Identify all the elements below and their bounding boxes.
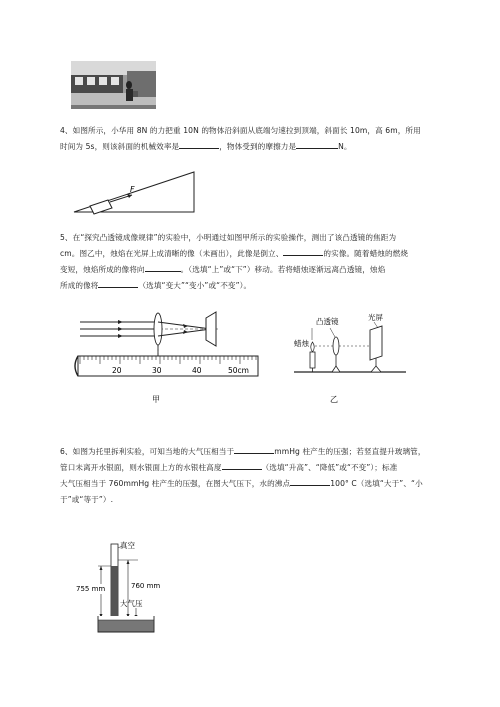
q4-line1: 4、如图所示，小华用 8N 的力把重 10N 的物体沿斜面从底端匀速拉到顶端，斜面长 10m，高 6m，所用 [60,126,421,135]
q6-boiling-blank[interactable] [290,476,330,486]
q5-direction-blank[interactable] [145,262,181,272]
q4-efficiency-blank[interactable] [179,139,219,149]
train-station-photo [71,61,156,109]
height-755-label: 755 mm [76,585,106,593]
height-760-label: 760 mm [131,582,161,590]
ruler-tick-20: 20 [112,366,122,375]
q6-height-blank[interactable] [222,460,262,470]
torricelli-figure [76,538,186,638]
candle-label: 蜡烛 [294,339,309,348]
q6-line2-a: 管口未离开水银面，则水银面上方的水银柱高度 [60,463,222,472]
ruler-tick-40: 40 [192,366,202,375]
q6-pressure-blank[interactable] [234,444,274,454]
q6-line1-b: mmHg 柱产生的压强；若竖直提升玻璃管， [274,447,426,456]
q5-line1: 5、在“探究凸透镜成像规律”的实验中，小明通过如图甲所示的实验操作，测出了该凸透镜的焦距为 [60,233,397,242]
q5-image-type-blank[interactable] [283,246,323,256]
figure-caption-jia: 甲 [152,395,160,404]
lens-focal-figure [68,306,268,406]
ruler-tick-30: 30 [152,366,162,375]
q6-line4: 于”或“等于”）. [60,495,114,504]
convex-lens-label: 凸透镜 [316,317,339,326]
q5-line4-b: （选填“变大”“变小”或“不变”）。 [138,281,252,290]
q6-line3-a: 大气压相当于 760mmHg 柱产生的压强，在图大气压下，水的沸点 [60,479,291,488]
q4-line2-c: N。 [338,142,352,151]
q6-line3-b: 100° C（选填“大于”、“小 [330,479,423,488]
q5-line2-b: 的实像。随着蜡烛的燃烧 [323,249,409,258]
q5-line2-a: cm。图乙中，烛焰在光屏上成清晰的像（未画出），此像是倒立、 [60,249,284,258]
q4-line2-b: ，物体受到的摩擦力是 [219,142,297,151]
q5-size-blank[interactable] [98,278,138,288]
candle-lens-screen-figure [290,306,410,406]
vacuum-label: 真空 [120,541,135,550]
ruler-tick-50cm: 50cm [228,366,249,375]
question-4 [60,123,474,155]
screen-label: 光屏 [368,313,383,322]
q5-line3-b: 。（选填“上”或“下”）移动。若将蜡烛逐渐远离凸透镜，烛焰 [180,265,386,274]
atm-pressure-label: 大气压 [120,599,143,608]
q6-line2-b: （选填“升高”、“降低”或“不变”）；标准 [261,463,398,472]
figure-caption-yi: 乙 [330,395,338,404]
question-5 [60,230,474,294]
incline-figure [72,164,202,216]
question-6 [60,444,474,508]
q6-line1-a: 6、如图为托里拆利实验，可知当地的大气压相当于 [60,447,235,456]
q4-friction-blank[interactable] [296,139,338,149]
q5-line3-a: 变短，烛焰所成的像将向 [60,265,145,274]
q5-line4-a: 所成的像将 [60,281,99,290]
force-label: F [130,185,135,194]
q4-line2-a: 时间为 5s，则该斜面的机械效率是 [60,142,180,151]
